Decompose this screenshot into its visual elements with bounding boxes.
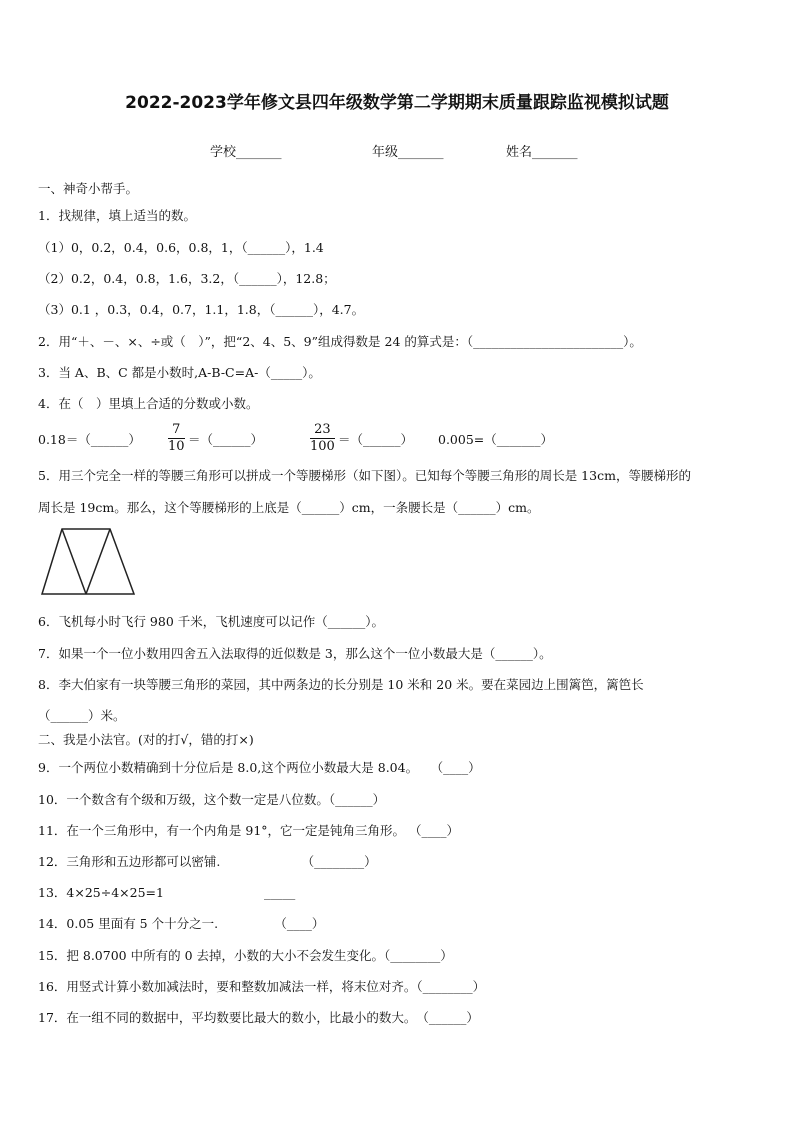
page-title: 2022-2023学年修文县四年级数学第二学期期末质量跟踪监视模拟试题 <box>125 93 669 113</box>
fraction-numerator: 7 <box>168 422 185 439</box>
fraction-denominator: 10 <box>168 439 185 454</box>
question-11: 11．在一个三角形中，有一个内角是 91°，它一定是钝角三角形。 （____） <box>38 823 460 838</box>
question-10: 10．一个数含有个级和万级，这个数一定是八位数。（______） <box>38 792 386 807</box>
question-13: 13．4×25÷4×25=1 _____ <box>38 885 296 900</box>
question-14: 14．0.05 里面有 5 个十分之一. （____） <box>38 916 325 931</box>
question-8-line-2: （______）米。 <box>38 708 126 723</box>
grade-field: 年级_______ <box>372 145 444 160</box>
question-5-line-1: 5．用三个完全一样的等腰三角形可以拼成一个等腰梯形（如下图）。已知每个等腰三角形的周长是 13cm，等腰梯形的 <box>38 468 691 483</box>
question-4-item-c: ＝（______） <box>338 432 414 447</box>
question-12: 12．三角形和五边形都可以密铺. （________） <box>38 854 377 869</box>
school-field: 学校_______ <box>210 145 282 160</box>
question-4: 4．在（ ）里填上合适的分数或小数。 <box>38 396 259 411</box>
question-16: 16．用竖式计算小数加减法时，要和整数加减法一样，将末位对齐。（________） <box>38 979 486 994</box>
question-4-item-a: 0.18＝（______） <box>38 432 141 447</box>
trapezoid-figure <box>40 526 136 598</box>
fraction-7-10 <box>168 422 185 455</box>
question-6: 6．飞机每小时飞行 980 千米，飞机速度可以记作（______）。 <box>38 614 385 629</box>
question-9: 9．一个两位小数精确到十分位后是 8.0,这个两位小数最大是 8.04。 （____） <box>38 760 481 775</box>
question-17: 17．在一组不同的数据中，平均数要比最大的数小，比最小的数大。 （______） <box>38 1010 479 1025</box>
fraction-numerator: 23 <box>310 422 335 439</box>
question-1-part-3: （3）0.1 ，0.3，0.4，0.7，1.1，1.8，（______），4.7。 <box>38 302 365 317</box>
question-7: 7．如果一个一位小数用四舍五入法取得的近似数是 3，那么这个一位小数最大是（______）。 <box>38 646 552 661</box>
question-15: 15．把 8.0700 中所有的 0 去掉，小数的大小不会发生变化。（________） <box>38 948 453 963</box>
question-5-line-2: 周长是 19cm。那么，这个等腰梯形的上底是（______）cm，一条腰长是（______）cm。 <box>38 500 540 515</box>
question-8-line-1: 8．李大伯家有一块等腰三角形的菜园，其中两条边的长分别是 10 米和 20 米。要在菜园边上围篱笆，篱笆长 <box>38 677 644 692</box>
question-4-item-b: ＝（______） <box>188 432 264 447</box>
section-2-heading: 二、我是小法官。(对的打√，错的打×) <box>38 732 254 747</box>
section-1-heading: 一、神奇小帮手。 <box>38 181 139 196</box>
question-4-item-d: 0.005=（_______） <box>438 432 554 447</box>
fraction-denominator: 100 <box>310 439 335 454</box>
question-1-part-2: （2）0.2，0.4，0.8，1.6，3.2，（______），12.8； <box>38 271 336 286</box>
question-2: 2．用“＋、－、×、÷或（ ）”，把“2、4、5、9”组成得数是 24 的算式是：（________________________）。 <box>38 334 642 349</box>
question-3: 3．当 A、B、C 都是小数时,A-B-C=A-（_____）。 <box>38 365 321 380</box>
fraction-23-100 <box>310 422 335 455</box>
question-1-part-1: （1）0，0.2，0.4，0.6，0.8，1，（______），1.4 <box>38 240 324 255</box>
question-1: 1．找规律，填上适当的数。 <box>38 208 196 223</box>
name-field: 姓名_______ <box>506 145 578 160</box>
